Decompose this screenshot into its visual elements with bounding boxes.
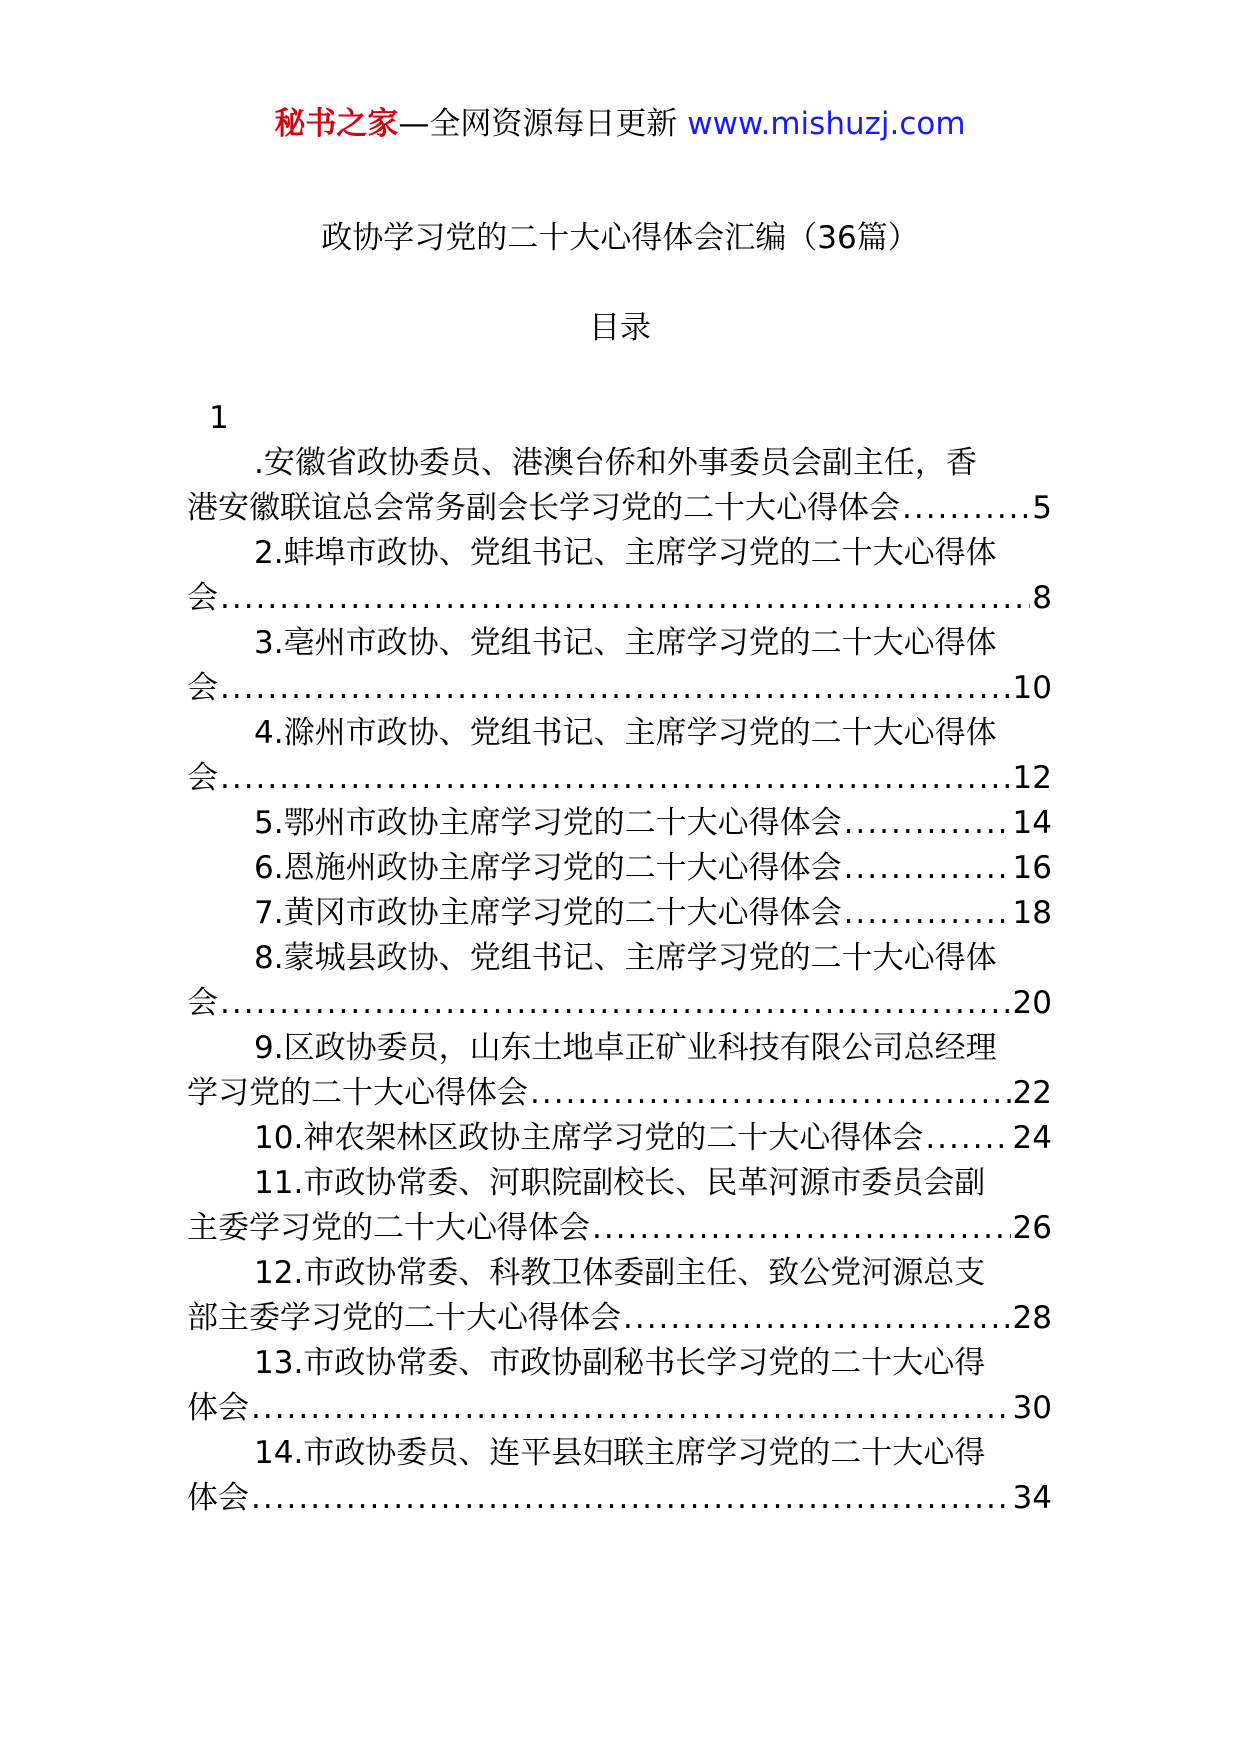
toc-entry-title-line: .安徽省政协委员、港澳台侨和外事委员会副主任，香 bbox=[254, 445, 977, 481]
toc-page-number: 28 bbox=[1012, 1300, 1052, 1336]
toc-page-number: 18 bbox=[1012, 895, 1052, 931]
toc-entry-leader-line bbox=[187, 1116, 1052, 1161]
toc-entry-leader-line bbox=[187, 666, 1052, 711]
toc-entry-title: 会 bbox=[187, 580, 218, 616]
toc-entry-title-line: 4.滁州市政协、党组书记、主席学习党的二十大心得体 bbox=[254, 715, 997, 751]
toc-entry-leader-line bbox=[187, 486, 1052, 531]
toc-entry-title-line: 14.市政协委员、连平县妇联主席学习党的二十大心得 bbox=[254, 1435, 986, 1471]
toc-page-number: 24 bbox=[1012, 1120, 1052, 1156]
toc-page-number: 20 bbox=[1012, 985, 1052, 1021]
toc-dot-leader bbox=[220, 981, 1011, 1026]
toc-entry[interactable] bbox=[187, 1341, 1052, 1431]
toc-entry-title: 会 bbox=[187, 985, 218, 1021]
toc-page-number: 26 bbox=[1012, 1210, 1052, 1246]
toc-dot-leader bbox=[925, 1116, 1010, 1161]
toc-entry-leader-line bbox=[187, 846, 1052, 891]
toc-dot-leader bbox=[844, 846, 1011, 891]
toc-entry-title: 体会 bbox=[187, 1480, 249, 1516]
site-slogan: —全网资源每日更新 bbox=[398, 106, 678, 142]
toc-entry-title-line: 3.亳州市政协、党组书记、主席学习党的二十大心得体 bbox=[254, 625, 997, 661]
toc-entry-title: 港安徽联谊总会常务副会长学习党的二十大心得体会 bbox=[187, 490, 900, 526]
toc-entry-leader-line bbox=[187, 756, 1052, 801]
toc-entry[interactable] bbox=[187, 1251, 1052, 1341]
toc-entry-title-line: 11.市政协常委、河职院副校长、民革河源市委员会副 bbox=[254, 1165, 986, 1201]
toc-entry-title: 会 bbox=[187, 760, 218, 796]
site-brand: 秘书之家 bbox=[274, 106, 399, 142]
site-url-link[interactable]: www.mishuzj.com bbox=[687, 106, 966, 142]
toc-entry[interactable] bbox=[187, 441, 1052, 531]
toc-dot-leader bbox=[251, 1386, 1011, 1431]
toc-entry[interactable] bbox=[187, 1431, 1052, 1521]
toc-entry[interactable] bbox=[187, 621, 1052, 711]
toc-page-number: 14 bbox=[1012, 805, 1052, 841]
toc-first-number: 1 bbox=[209, 400, 229, 436]
toc-entry-title: 7.黄冈市政协主席学习党的二十大心得体会 bbox=[254, 895, 842, 931]
toc-entry-title-line: 9.区政协委员，山东土地卓正矿业科技有限公司总经理 bbox=[254, 1030, 997, 1066]
toc-entry-title: 5.鄂州市政协主席学习党的二十大心得体会 bbox=[254, 805, 842, 841]
toc-entry[interactable] bbox=[187, 846, 1052, 891]
toc-dot-leader bbox=[623, 1296, 1011, 1341]
toc-entry[interactable] bbox=[187, 1116, 1052, 1161]
toc-entry[interactable] bbox=[187, 1161, 1052, 1251]
toc-page-number: 5 bbox=[1032, 490, 1052, 526]
toc-entry[interactable] bbox=[187, 531, 1052, 621]
toc-entry-title-line: 2.蚌埠市政协、党组书记、主席学习党的二十大心得体 bbox=[254, 535, 997, 571]
toc-entry[interactable] bbox=[187, 891, 1052, 936]
toc-entry-leader-line bbox=[187, 1206, 1052, 1251]
toc-dot-leader bbox=[220, 756, 1011, 801]
toc-page-number: 10 bbox=[1012, 670, 1052, 706]
toc-dot-leader bbox=[530, 1071, 1011, 1116]
toc-entry-title: 学习党的二十大心得体会 bbox=[187, 1075, 528, 1111]
toc-entry-leader-line bbox=[187, 1071, 1052, 1116]
site-header bbox=[0, 104, 1240, 144]
toc-entry-leader-line bbox=[187, 981, 1052, 1026]
toc-page-number: 16 bbox=[1012, 850, 1052, 886]
toc-entry-title-line: 12.市政协常委、科教卫体委副主任、致公党河源总支 bbox=[254, 1255, 986, 1291]
toc-dot-leader bbox=[220, 576, 1030, 621]
toc-dot-leader bbox=[844, 801, 1011, 846]
toc-entry-leader-line bbox=[187, 891, 1052, 936]
toc-entry-title-line: 13.市政协常委、市政协副秘书长学习党的二十大心得 bbox=[254, 1345, 986, 1381]
document-title: 政协学习党的二十大心得体会汇编（36篇） bbox=[321, 220, 919, 256]
toc-entry-title: 主委学习党的二十大心得体会 bbox=[187, 1210, 590, 1246]
toc-entry-leader-line bbox=[187, 1296, 1052, 1341]
toc-heading: 目录 bbox=[589, 310, 651, 346]
toc-dot-leader bbox=[592, 1206, 1011, 1251]
toc-page-number: 22 bbox=[1012, 1075, 1052, 1111]
toc-page-number: 12 bbox=[1012, 760, 1052, 796]
toc-page-number: 34 bbox=[1012, 1480, 1052, 1516]
toc-entries bbox=[187, 441, 1052, 1521]
toc-entry[interactable] bbox=[187, 711, 1052, 801]
toc-entry[interactable] bbox=[187, 801, 1052, 846]
toc-dot-leader bbox=[251, 1476, 1011, 1521]
toc-entry-title-line: 8.蒙城县政协、党组书记、主席学习党的二十大心得体 bbox=[254, 940, 997, 976]
toc-entry-title: 10.神农架林区政协主席学习党的二十大心得体会 bbox=[254, 1120, 924, 1156]
toc-entry-leader-line bbox=[187, 1476, 1052, 1521]
toc-dot-leader bbox=[220, 666, 1011, 711]
toc-entry-leader-line bbox=[187, 1386, 1052, 1431]
toc-page-number: 30 bbox=[1012, 1390, 1052, 1426]
toc-entry-leader-line bbox=[187, 801, 1052, 846]
toc-dot-leader bbox=[844, 891, 1011, 936]
toc-entry[interactable] bbox=[187, 1026, 1052, 1116]
toc-dot-leader bbox=[902, 486, 1030, 531]
toc-entry[interactable] bbox=[187, 936, 1052, 1026]
toc-entry-title: 体会 bbox=[187, 1390, 249, 1426]
toc-entry-title: 部主委学习党的二十大心得体会 bbox=[187, 1300, 621, 1336]
table-of-contents bbox=[187, 396, 1052, 1521]
toc-entry-title: 6.恩施州政协主席学习党的二十大心得体会 bbox=[254, 850, 842, 886]
toc-entry-title: 会 bbox=[187, 670, 218, 706]
toc-page-number: 8 bbox=[1032, 580, 1052, 616]
toc-entry-leader-line bbox=[187, 576, 1052, 621]
